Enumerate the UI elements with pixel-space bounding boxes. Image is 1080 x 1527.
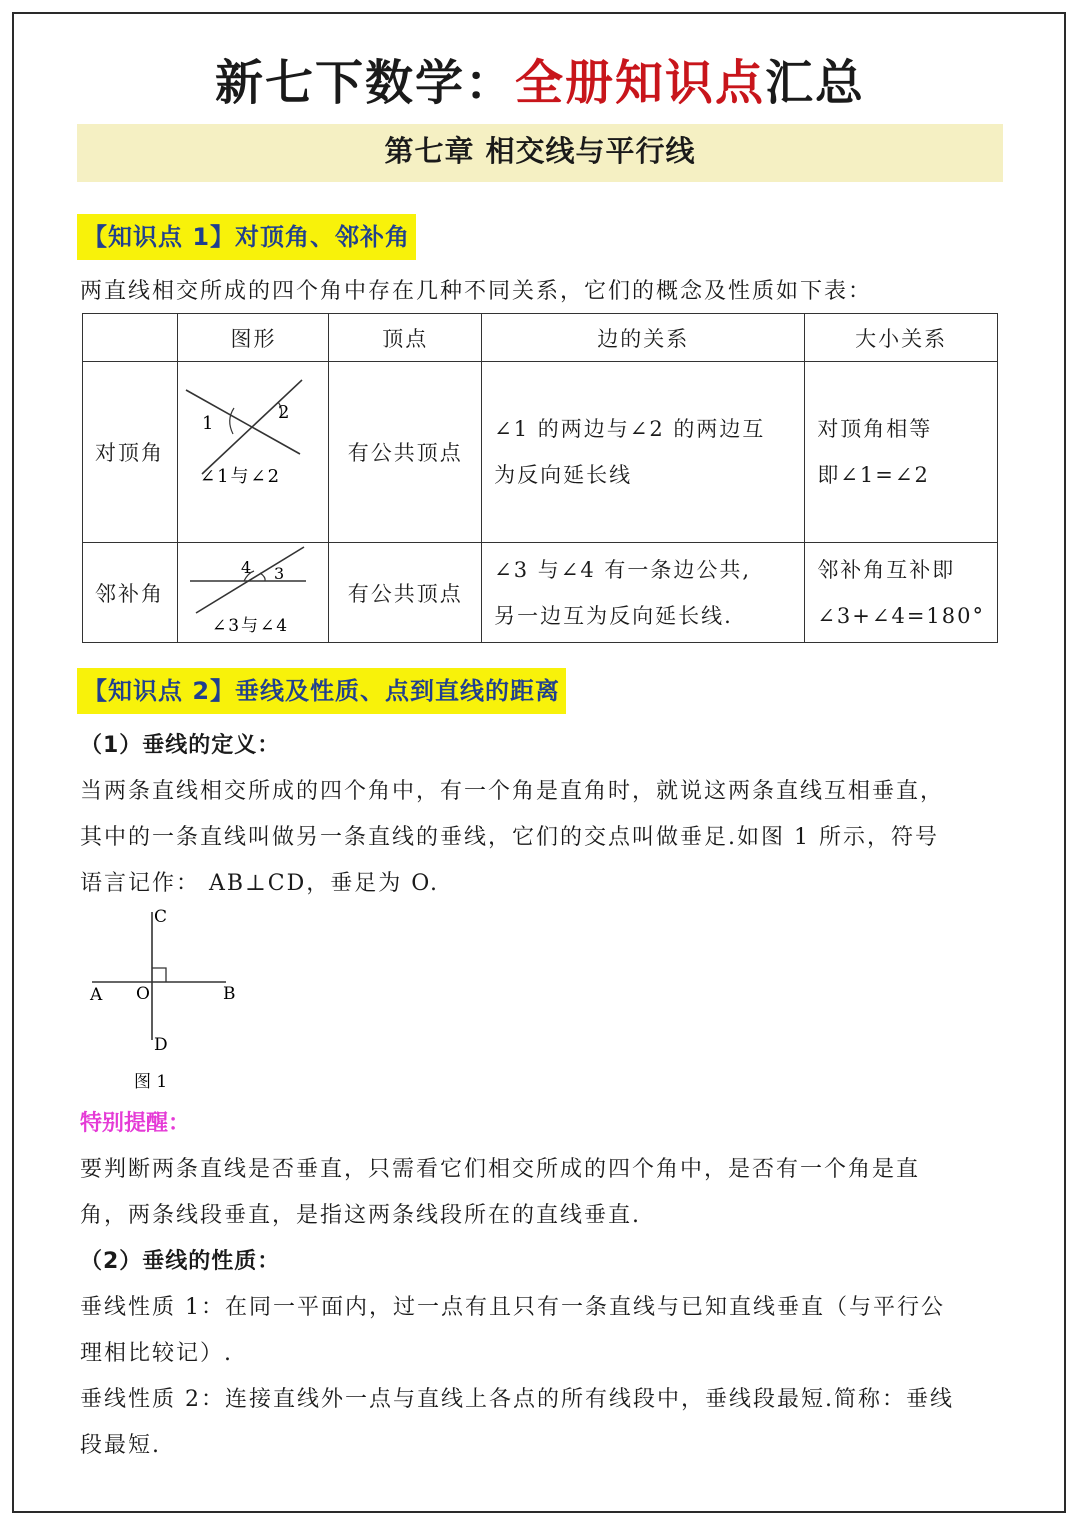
perpendicular-definition-heading: （1）垂线的定义： [80,733,281,758]
table-header-cell: 图形 [178,314,329,362]
row-sides [482,362,805,543]
title-part-2: 全册知识点 [514,55,765,111]
angle-3-arc [260,573,265,581]
special-reminder-title: 特别提醒： [80,1111,191,1136]
property-line: 理相比较记）. [80,1341,233,1366]
figure-caption: ∠3与∠4 [212,616,290,636]
property-line: 段最短. [80,1433,161,1458]
label-a: A [90,985,103,1005]
label-o: O [136,984,150,1004]
adjacent-angles-diagram [178,543,328,642]
angle-1-arc [230,408,234,434]
sides-line-1: ∠1 的两边与∠2 的两边互 [494,417,766,441]
reminder-line: 角，两条线段垂直，是指这两条线段所在的直线垂直. [80,1203,641,1228]
angle-1-label: 1 [202,413,216,434]
size-line-1: 邻补角互补即 [817,557,956,582]
title-part-3: 汇总 [765,55,866,111]
label-c: C [154,907,168,927]
table-header-cell: 顶点 [329,314,482,362]
angle-4-label: 4 [241,558,254,577]
row-vertex: 有公共顶点 [329,543,482,643]
vertical-angles-figure-cell [178,362,329,543]
figure-caption: 图 1 [134,1072,168,1092]
row-sides [482,543,805,643]
table-row [83,362,998,543]
kp2-heading: 【知识点 2】垂线及性质、点到直线的距离 [77,668,566,714]
right-angle-mark [152,968,166,982]
perpendicular-properties-heading: （2）垂线的性质： [80,1249,281,1274]
row-vertex: 有公共顶点 [329,362,482,543]
sides-line-2: 另一边互为反向延长线. [494,603,733,628]
label-d: D [154,1035,168,1055]
figure-caption: ∠1与∠2 [200,466,282,487]
title-part-1: 新七下数学： [214,55,515,111]
reminder-line: 要判断两条直线是否垂直，只需看它们相交所成的四个角中，是否有一个角是直 [80,1157,921,1182]
perpendicular-figure [80,900,260,1095]
property-line: 垂线性质 2：连接直线外一点与直线上各点的所有线段中，垂线段最短.简称：垂线 [80,1387,954,1412]
size-line-1: 对顶角相等 [817,417,933,441]
table-row [83,543,998,643]
table-header-row [83,314,998,362]
vertical-angles-diagram [178,362,328,542]
angle-3-label: 3 [274,564,287,583]
page-title [0,50,1080,116]
row-name: 邻补角 [83,543,178,643]
table-header-cell [83,314,178,362]
size-line-2: 即∠1=∠2 [817,463,930,487]
row-name: 对顶角 [83,362,178,543]
angle-relations-table [82,313,998,643]
adjacent-angles-figure-cell [178,543,329,643]
label-b: B [223,984,236,1004]
property-line: 垂线性质 1：在同一平面内，过一点有且只有一条直线与已知直线垂直（与平行公 [80,1295,945,1320]
definition-line: 其中的一条直线叫做另一条直线的垂线，它们的交点叫做垂足.如图 1 所示，符号 [80,825,939,850]
definition-line: 当两条直线相交所成的四个角中，有一个角是直角时，就说这两条直线互相垂直， [80,779,945,804]
table-header-cell: 边的关系 [482,314,805,362]
sides-line-1: ∠3 与∠4 有一条边公共, [494,557,752,582]
chapter-banner: 第七章 相交线与平行线 [77,124,1003,182]
sides-line-2: 为反向延长线 [494,463,633,487]
size-line-2: ∠3+∠4=180° [817,603,985,628]
definition-line: 语言记作： AB⊥CD，垂足为 O. [80,871,439,896]
row-size [805,543,998,643]
angle-2-label: 2 [278,402,292,423]
row-size [805,362,998,543]
cross-line [196,547,304,613]
line-2 [202,380,302,474]
table-header-cell: 大小关系 [805,314,998,362]
kp1-heading: 【知识点 1】对顶角、邻补角 [77,214,416,260]
kp1-intro: 两直线相交所成的四个角中存在几种不同关系，它们的概念及性质如下表： [80,279,873,304]
